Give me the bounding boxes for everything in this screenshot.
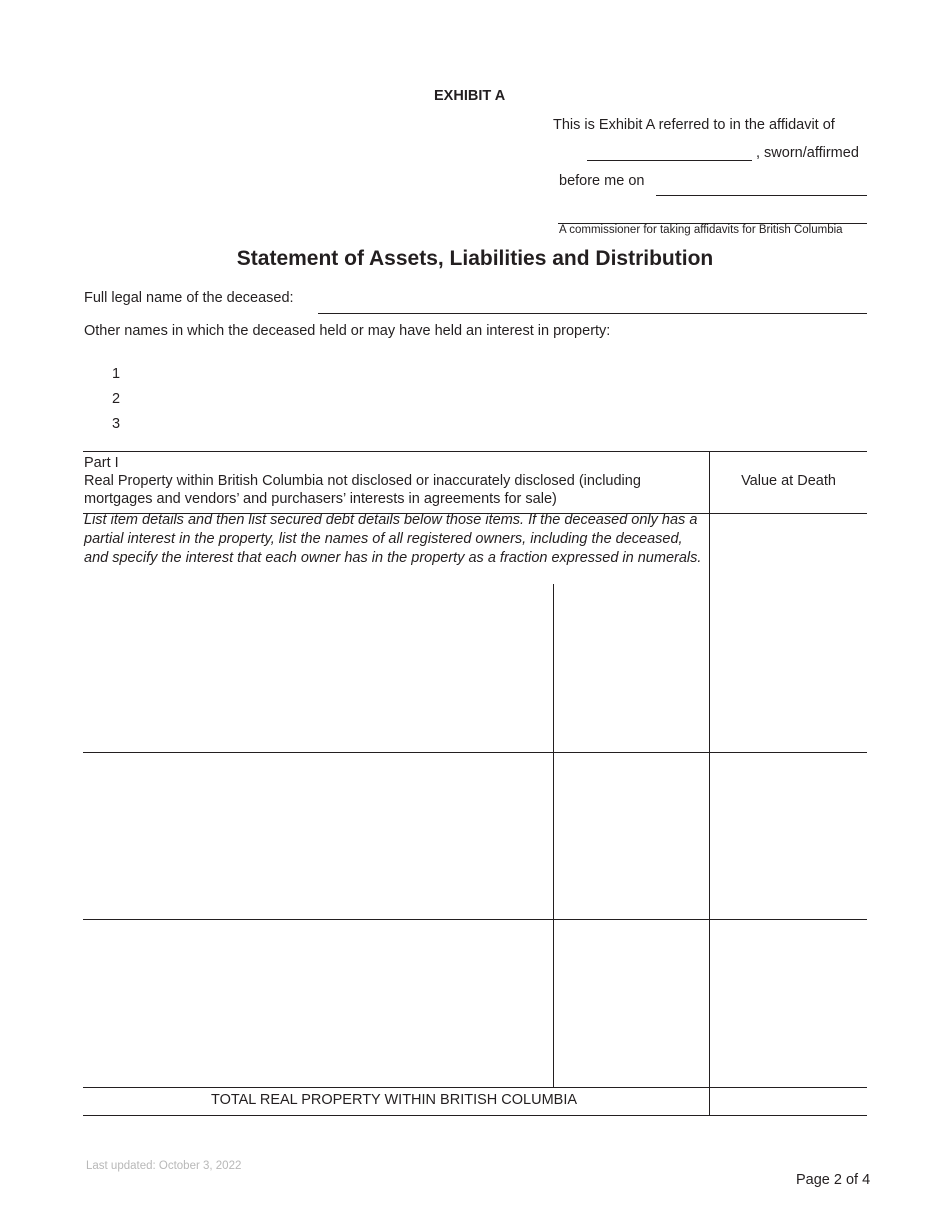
exhibit-title: EXHIBIT A [434,88,506,104]
other-names-label: Other names in which the deceased held or may have held an interest in property: [84,323,611,339]
page-title: Statement of Assets, Liabilities and Distribution [236,247,714,270]
property-details-cell[interactable] [84,920,552,1086]
value-at-death-cell[interactable] [710,753,867,918]
property-details-cell[interactable] [84,753,552,918]
other-name-number: 3 [112,416,121,432]
property-amount-cell[interactable] [554,585,708,751]
table-instructions: List item details and then list secured debt details below those items. If the deceased only has a partial interest in the property, list the names of all registered owners, including the deceased, and specify the interest that each owner has in the property as a fraction expressed in numerals. [84,512,702,566]
before-me-on-text: before me on [559,173,645,189]
value-at-death-cell[interactable] [710,920,867,1086]
property-amount-cell[interactable] [554,920,708,1086]
table-border-bottom [83,1115,867,1116]
sworn-date-field[interactable] [656,195,867,196]
value-at-death-cell[interactable] [710,514,867,751]
page-number: Page 2 of 4 [796,1172,871,1188]
value-at-death-header: Value at Death [741,473,836,489]
full-name-label: Full legal name of the deceased: [84,290,294,306]
full-name-field[interactable] [318,313,867,314]
other-name-number: 2 [112,391,121,407]
other-name-field[interactable] [132,364,867,384]
part-label: Part I [84,455,119,471]
total-value-cell[interactable] [710,1088,867,1115]
total-label: TOTAL REAL PROPERTY WITHIN BRITISH COLUMBIA [210,1092,578,1108]
deponent-name-field[interactable] [587,160,752,161]
sworn-affirmed-text: , sworn/affirmed [756,145,859,161]
property-amount-cell[interactable] [554,753,708,918]
property-details-cell[interactable] [84,585,552,751]
other-name-field[interactable] [132,389,867,409]
last-updated: Last updated: October 3, 2022 [86,1160,242,1172]
other-name-number: 1 [112,366,121,382]
commissioner-caption: A commissioner for taking affidavits for British Columbia [559,224,843,236]
table-border-top [83,451,867,452]
exhibit-reference-text: This is Exhibit A referred to in the affidavit of [553,117,835,133]
table-header-line-2: mortgages and vendors’ and purchasers’ interests in agreements for sale) [84,491,557,507]
table-header-line-1: Real Property within British Columbia not disclosed or inaccurately disclosed (including [84,473,641,489]
other-name-field[interactable] [132,414,867,434]
